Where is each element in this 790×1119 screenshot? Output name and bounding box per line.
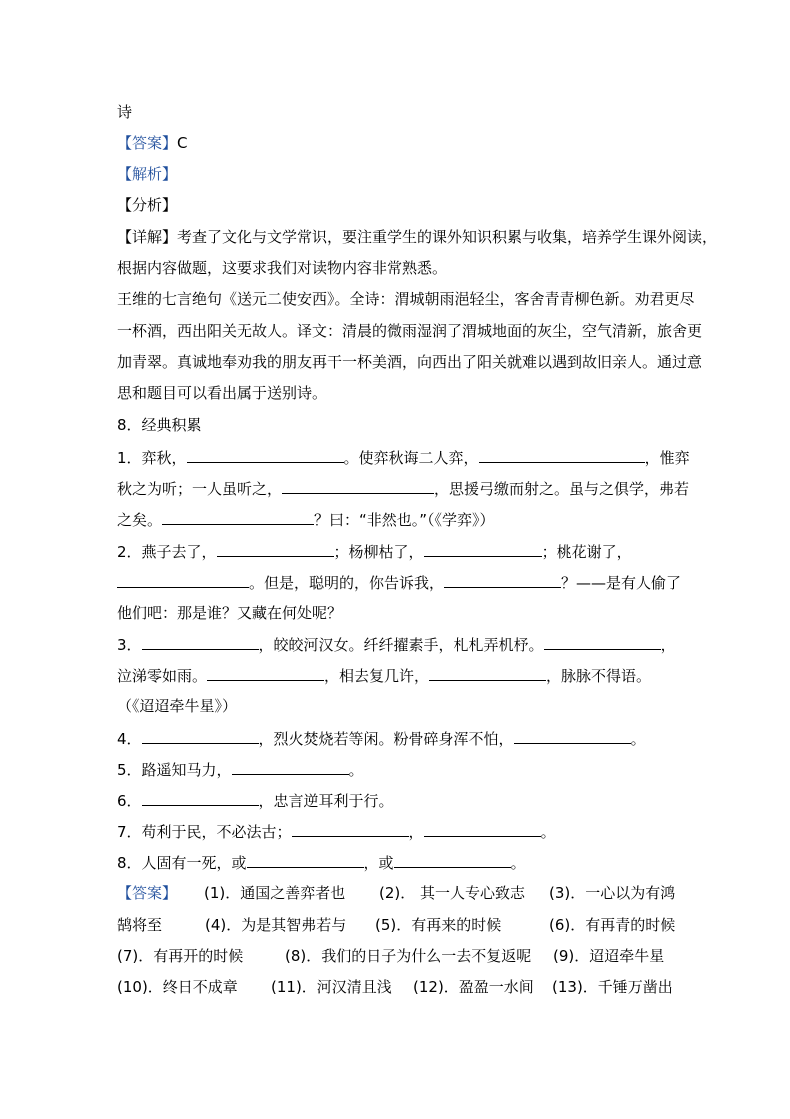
q8-4	[117, 727, 646, 750]
q8-3-line-2	[117, 664, 651, 687]
answer-item: (4)．为是其智弗若与	[205, 916, 347, 934]
fill-blank[interactable]	[292, 820, 409, 837]
fill-blank[interactable]	[424, 540, 542, 557]
text: ；杨柳枯了，	[333, 543, 424, 561]
poem-line-3: 加青翠。真诚地奉劝我的朋友再干一杯美酒，向西出了阳关就难以遇到故旧亲人。通过意	[117, 353, 703, 371]
answer-label: 【答案】	[117, 134, 178, 152]
text: 。	[540, 823, 556, 841]
text: ，思援弓缴而射之。虽与之俱学，弗若	[434, 480, 690, 498]
fill-blank[interactable]	[142, 789, 259, 806]
answer-item: (1)．通国之善弈者也	[204, 884, 346, 902]
answer-8-line-4	[117, 976, 673, 998]
answer-item: (8)．我们的日子为什么一去不复返呢	[285, 947, 532, 965]
fill-blank[interactable]	[117, 571, 249, 588]
q8-1-line-1	[117, 446, 690, 469]
text: ，惟弈	[644, 449, 690, 467]
analysis-label: 【解析】	[117, 165, 178, 183]
answer-7	[117, 132, 188, 154]
q8-6	[117, 789, 394, 812]
answer-8-line-2	[117, 914, 675, 936]
text: ，相去复几许，	[324, 667, 430, 685]
q8-2-line-1	[117, 540, 632, 563]
text: ，皎皎河汉女。纤纤擢素手，札札弄机杼。	[258, 636, 544, 654]
answer-item: (11)．河汉清且浅	[271, 978, 392, 996]
fill-blank[interactable]	[247, 851, 364, 868]
q8-heading: 8．经典积累	[117, 416, 202, 434]
answer-item: 鹄将至	[117, 916, 163, 934]
detail-text: 考查了文化与文学常识，要注重学生的课外知识积累与收集，培养学生课外阅读，	[177, 228, 718, 246]
q8-7	[117, 820, 556, 843]
answer-8-line-3	[117, 945, 664, 967]
fill-blank[interactable]	[479, 446, 645, 463]
answer-item: (12)．盈盈一水间	[413, 978, 534, 996]
detail-line-2: 根据内容做题，这要求我们对读物内容非常熟悉。	[117, 259, 448, 277]
fill-blank[interactable]	[394, 851, 511, 868]
text: ，烈火焚烧若等闲。粉骨碎身浑不怕，	[258, 730, 514, 748]
fenxi-label: 【分析】	[117, 196, 178, 214]
q8-1-line-3	[117, 508, 495, 531]
text: ，忠言逆耳利于行。	[258, 792, 394, 810]
fill-blank[interactable]	[187, 446, 344, 463]
text: 7．苟利于民，不必法古；	[117, 823, 292, 841]
detail-line-1	[117, 226, 717, 248]
text: 6．	[117, 792, 142, 810]
text: ，	[660, 636, 676, 654]
fill-blank[interactable]	[544, 633, 661, 650]
text: ？——是有人偷了	[561, 574, 682, 592]
q8-5	[117, 758, 364, 781]
q8-3-line-1	[117, 633, 676, 656]
answer-item: (13)．千锤万凿出	[552, 978, 673, 996]
fill-blank[interactable]	[444, 571, 561, 588]
text: 。	[348, 761, 364, 779]
text: 5．路遥知马力，	[117, 761, 232, 779]
q8-1-line-2	[117, 477, 689, 500]
text: ，或	[363, 854, 394, 872]
fill-blank[interactable]	[424, 820, 541, 837]
fill-blank[interactable]	[142, 633, 259, 650]
text: 3．	[117, 636, 142, 654]
text: 8．人固有一死，或	[117, 854, 247, 872]
answer-item: (9)．迢迢牵牛星	[553, 947, 665, 965]
text: 。使弈秋诲二人弈，	[343, 449, 479, 467]
answer-item: (6)．有再青的时候	[549, 916, 676, 934]
poem-line-1: 王维的七言绝句《送元二使安西》。全诗：渭城朝雨浥轻尘，客舍青青柳色新。劝君更尽	[117, 290, 695, 308]
answer-label: 【答案】	[117, 884, 178, 902]
text: 秋之为听；一人虽听之，	[117, 480, 283, 498]
text: 泣涕零如雨。	[117, 667, 208, 685]
poem-line-4: 思和题目可以看出属于送别诗。	[117, 384, 328, 402]
text: ？曰：“非然也。”（《学弈》）	[314, 511, 495, 529]
fill-blank[interactable]	[282, 477, 434, 494]
poem-line-2: 一杯酒，西出阳关无故人。译文：清晨的微雨湿润了渭城地面的灰尘，空气清新，旅舍更	[117, 322, 703, 340]
answer-item: (3)．一心以为有鸿	[549, 884, 676, 902]
fill-blank[interactable]	[207, 664, 324, 681]
q8-3-line-3: （《迢迢牵牛星》）	[117, 697, 238, 715]
text: 4．	[117, 730, 142, 748]
continued-text: 诗	[117, 103, 133, 121]
text: 1．弈秋，	[117, 449, 187, 467]
answer-item: (5)．有再来的时候	[375, 916, 502, 934]
text: 。	[630, 730, 646, 748]
q8-2-line-2	[117, 571, 681, 594]
answer-item: (10)．终日不成章	[117, 978, 238, 996]
fill-blank[interactable]	[142, 727, 259, 744]
text: 。但是，聪明的，你告诉我，	[249, 574, 445, 592]
detail-label: 【详解】	[117, 228, 178, 246]
fill-blank[interactable]	[429, 664, 546, 681]
q8-2-line-3: 他们吧：那是谁？又藏在何处呢？	[117, 604, 343, 622]
answer-8-line-1	[117, 882, 675, 904]
fill-blank[interactable]	[217, 540, 334, 557]
fill-blank[interactable]	[232, 758, 349, 775]
answer-item: (2)． 其一人专心致志	[379, 884, 526, 902]
fill-blank[interactable]	[514, 727, 631, 744]
text: ；桃花谢了，	[541, 543, 632, 561]
text: ，脉脉不得语。	[546, 667, 652, 685]
fill-blank[interactable]	[162, 508, 314, 525]
answer-item: (7)．有再开的时候	[117, 947, 244, 965]
answer-value: C	[177, 134, 188, 152]
text: 之矣。	[117, 511, 163, 529]
q8-8	[117, 851, 526, 874]
text: 2．燕子去了，	[117, 543, 217, 561]
text: ，	[408, 823, 424, 841]
text: 。	[510, 854, 526, 872]
